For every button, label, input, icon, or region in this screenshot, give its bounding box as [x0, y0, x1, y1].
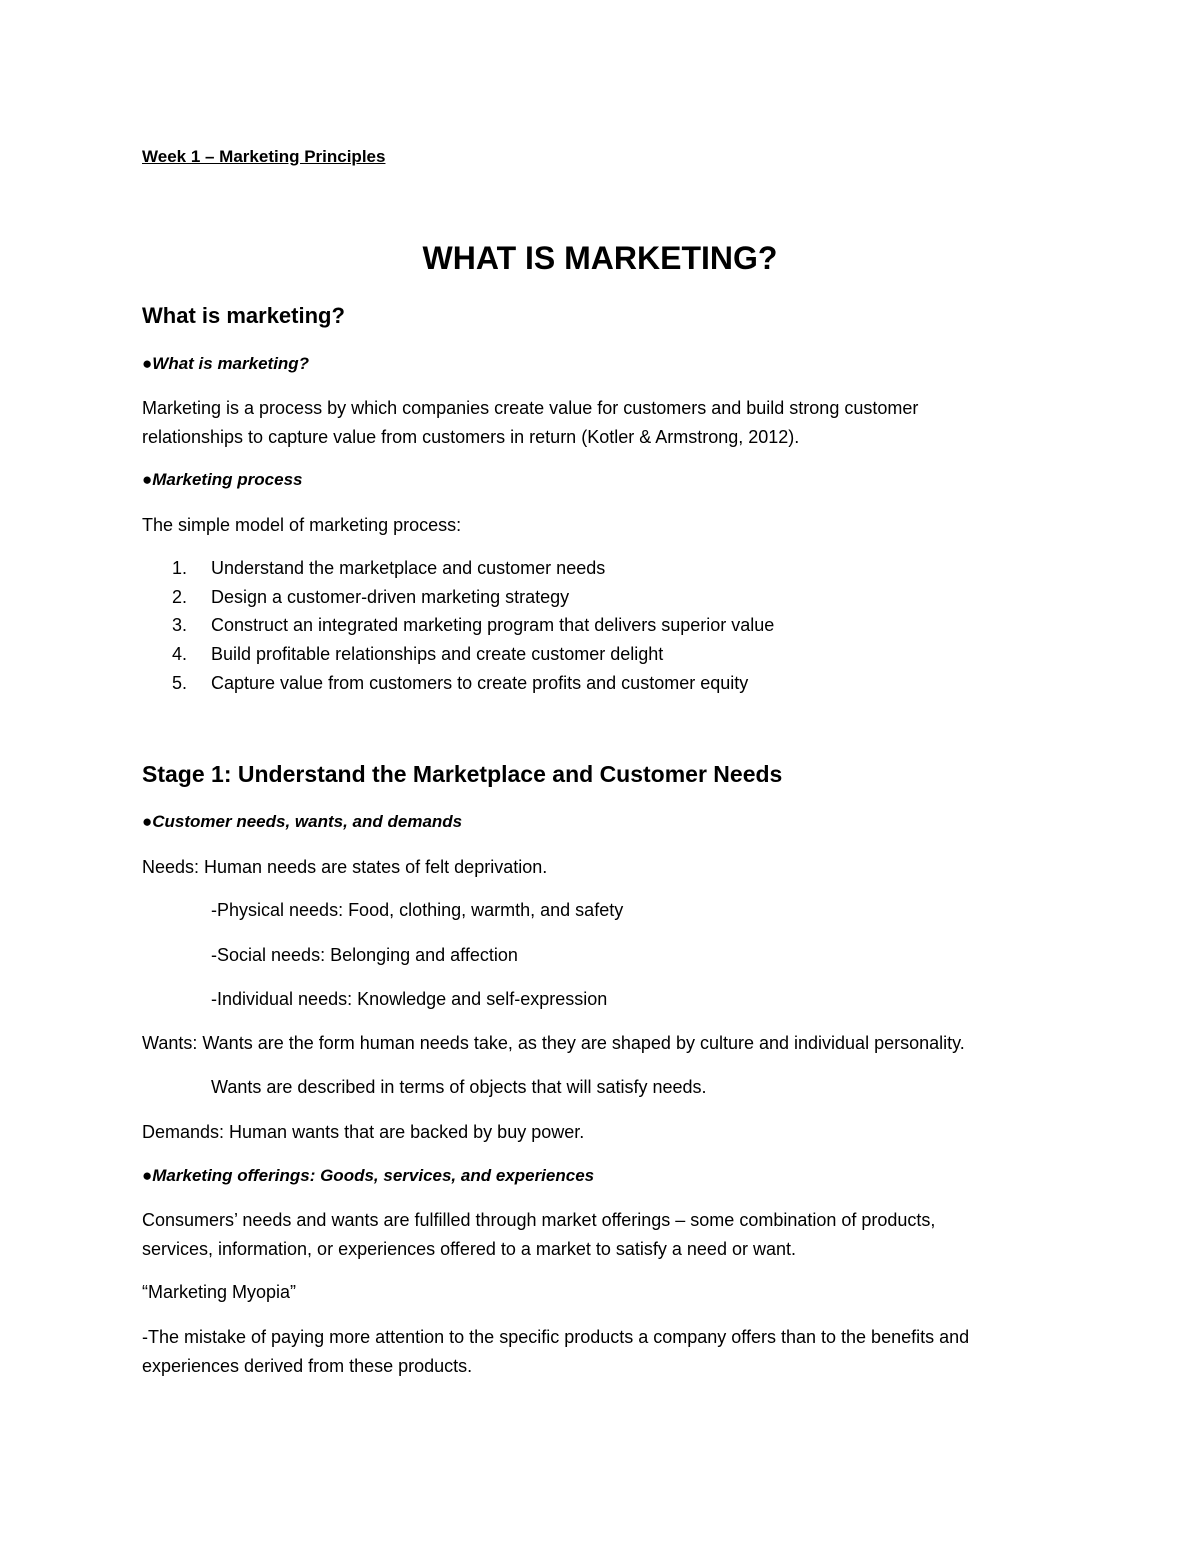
demands-definition: Demands: Human wants that are backed by buy power. — [142, 1122, 585, 1142]
definition-line-1: Marketing is a process by which companies create value for customers and build strong customer — [142, 398, 919, 418]
myopia-line-1: -The mistake of paying more attention to the specific products a company offers than to the benefits and — [142, 1327, 970, 1347]
list-item-number: 1. — [172, 558, 188, 578]
document-title: WHAT IS MARKETING? — [422, 240, 778, 276]
physical-needs: -Physical needs: Food, clothing, warmth, and safety — [211, 900, 624, 920]
social-needs: -Social needs: Belonging and affection — [211, 945, 518, 965]
offerings-line-1: Consumers’ needs and wants are fulfilled through market offerings – some combination of products, — [142, 1210, 936, 1230]
list-item: Build profitable relationships and create customer delight — [211, 644, 664, 664]
list-item-number: 5. — [172, 673, 188, 693]
wants-detail: Wants are described in terms of objects that will satisfy needs. — [211, 1077, 707, 1097]
wants-definition: Wants: Wants are the form human needs take, as they are shaped by culture and individual personality. — [142, 1033, 965, 1053]
list-item-number: 2. — [172, 587, 188, 607]
bullet-heading-what-is-marketing: ●What is marketing? — [142, 354, 310, 373]
needs-definition: Needs: Human needs are states of felt deprivation. — [142, 857, 548, 877]
week-label: Week 1 – Marketing Principles — [142, 147, 386, 166]
bullet-heading-needs-wants-demands: ●Customer needs, wants, and demands — [142, 812, 463, 831]
myopia-line-2: experiences derived from these products. — [142, 1356, 473, 1376]
list-item: Construct an integrated marketing program that delivers superior value — [211, 615, 775, 635]
list-item: Understand the marketplace and customer needs — [211, 558, 606, 578]
stage-1-heading: Stage 1: Understand the Marketplace and Customer Needs — [142, 761, 783, 787]
list-item-number: 4. — [172, 644, 188, 664]
process-intro: The simple model of marketing process: — [142, 515, 462, 535]
bullet-heading-marketing-process: ●Marketing process — [142, 470, 303, 489]
definition-line-2: relationships to capture value from customers in return (Kotler & Armstrong, 2012). — [142, 427, 800, 447]
section-heading-what-is-marketing: What is marketing? — [142, 303, 345, 328]
list-item: Design a customer-driven marketing strategy — [211, 587, 570, 607]
individual-needs: -Individual needs: Knowledge and self-expression — [211, 989, 608, 1009]
bullet-heading-marketing-offerings: ●Marketing offerings: Goods, services, and experiences — [142, 1166, 595, 1185]
list-item-number: 3. — [172, 615, 188, 635]
list-item: Capture value from customers to create profits and customer equity — [211, 673, 749, 693]
offerings-line-2: services, information, or experiences offered to a market to satisfy a need or want. — [142, 1239, 796, 1259]
marketing-myopia-title: “Marketing Myopia” — [142, 1282, 297, 1302]
